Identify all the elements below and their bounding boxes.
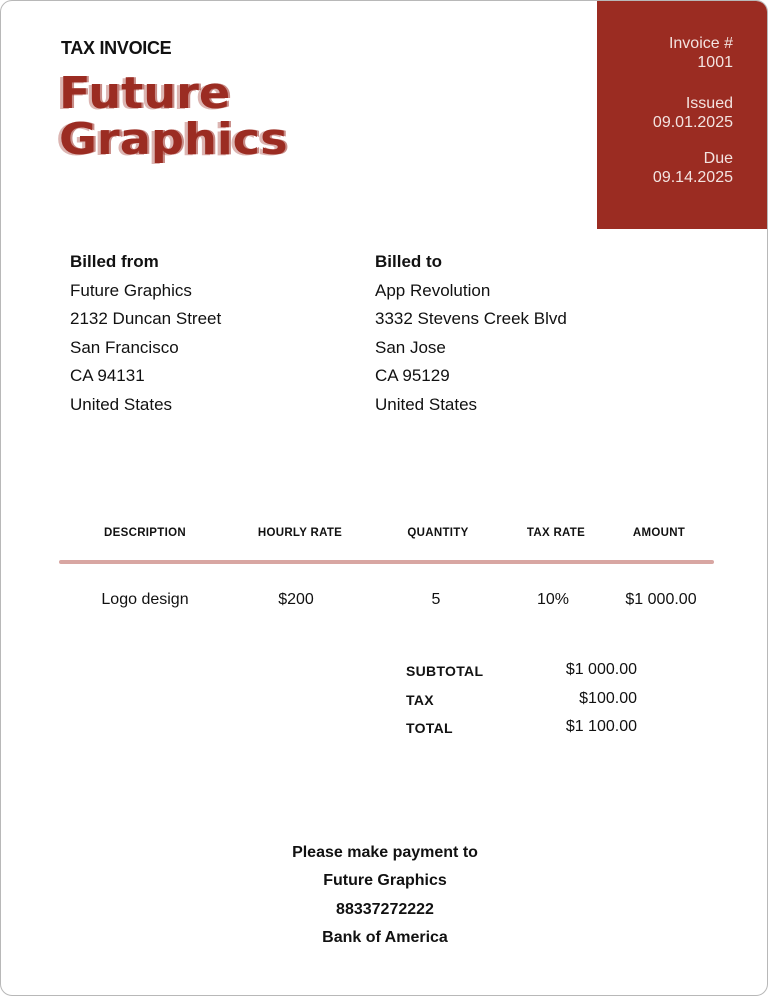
table-divider (59, 560, 714, 564)
total-label: TOTAL (406, 720, 453, 736)
invoice-number: 1001 (697, 54, 733, 71)
logo-line-2: Graphics (59, 114, 288, 165)
tax-label: TAX (406, 692, 434, 708)
address-line: San Jose (375, 337, 446, 357)
column-header-quantity: QUANTITY (407, 527, 469, 539)
invoice-meta-panel (597, 1, 768, 229)
logo-line-1: Future (59, 68, 231, 119)
tax-value: $100.00 (579, 690, 637, 707)
due-date: 09.14.2025 (652, 169, 733, 186)
address-line: App Revolution (375, 280, 491, 300)
column-header-amount: AMOUNT (632, 527, 686, 539)
subtotal-value: $1 000.00 (565, 661, 637, 678)
issued-group (653, 94, 733, 132)
due-group (653, 149, 733, 187)
address-line: Future Graphics (70, 280, 192, 300)
payment-payee: Future Graphics (323, 872, 447, 890)
cell-tax-rate: 10% (536, 591, 570, 608)
column-header-tax-rate: TAX RATE (526, 527, 586, 539)
address-line: CA 94131 (70, 366, 145, 385)
total-value: $1 100.00 (565, 718, 637, 735)
cell-hourly-rate: $200 (278, 591, 314, 608)
issued-date: 09.01.2025 (652, 114, 733, 131)
subtotal-label: SUBTOTAL (406, 663, 484, 679)
address-line: United States (70, 394, 173, 414)
column-header-description: DESCRIPTION (104, 527, 186, 539)
document-title: TAX INVOICE (61, 38, 172, 58)
payment-instructions (1, 839, 768, 952)
address-line: San Francisco (70, 337, 179, 357)
address-line: CA 95129 (375, 366, 450, 385)
billed-from-heading: Billed from (70, 252, 159, 271)
column-header-hourly-rate: HOURLY RATE (257, 527, 343, 539)
cell-description: Logo design (101, 591, 189, 608)
issued-label: Issued (685, 95, 733, 112)
billed-to (375, 248, 567, 419)
cell-amount: $1 000.00 (625, 591, 697, 608)
billed-to-heading: Billed to (375, 252, 443, 271)
due-label: Due (703, 150, 733, 167)
invoice-number-group (669, 34, 733, 72)
payment-account-number: 88337272222 (336, 900, 434, 918)
billed-from (70, 248, 221, 419)
invoice-number-label: Invoice # (668, 35, 733, 52)
address-line: 3332 Stevens Creek Blvd (375, 309, 567, 328)
address-line: 2132 Duncan Street (70, 309, 222, 328)
payment-bank: Bank of America (322, 928, 448, 946)
company-logo (59, 68, 288, 165)
payment-heading: Please make payment to (292, 844, 478, 861)
cell-quantity: 5 (431, 591, 441, 608)
address-line: United States (375, 394, 478, 414)
